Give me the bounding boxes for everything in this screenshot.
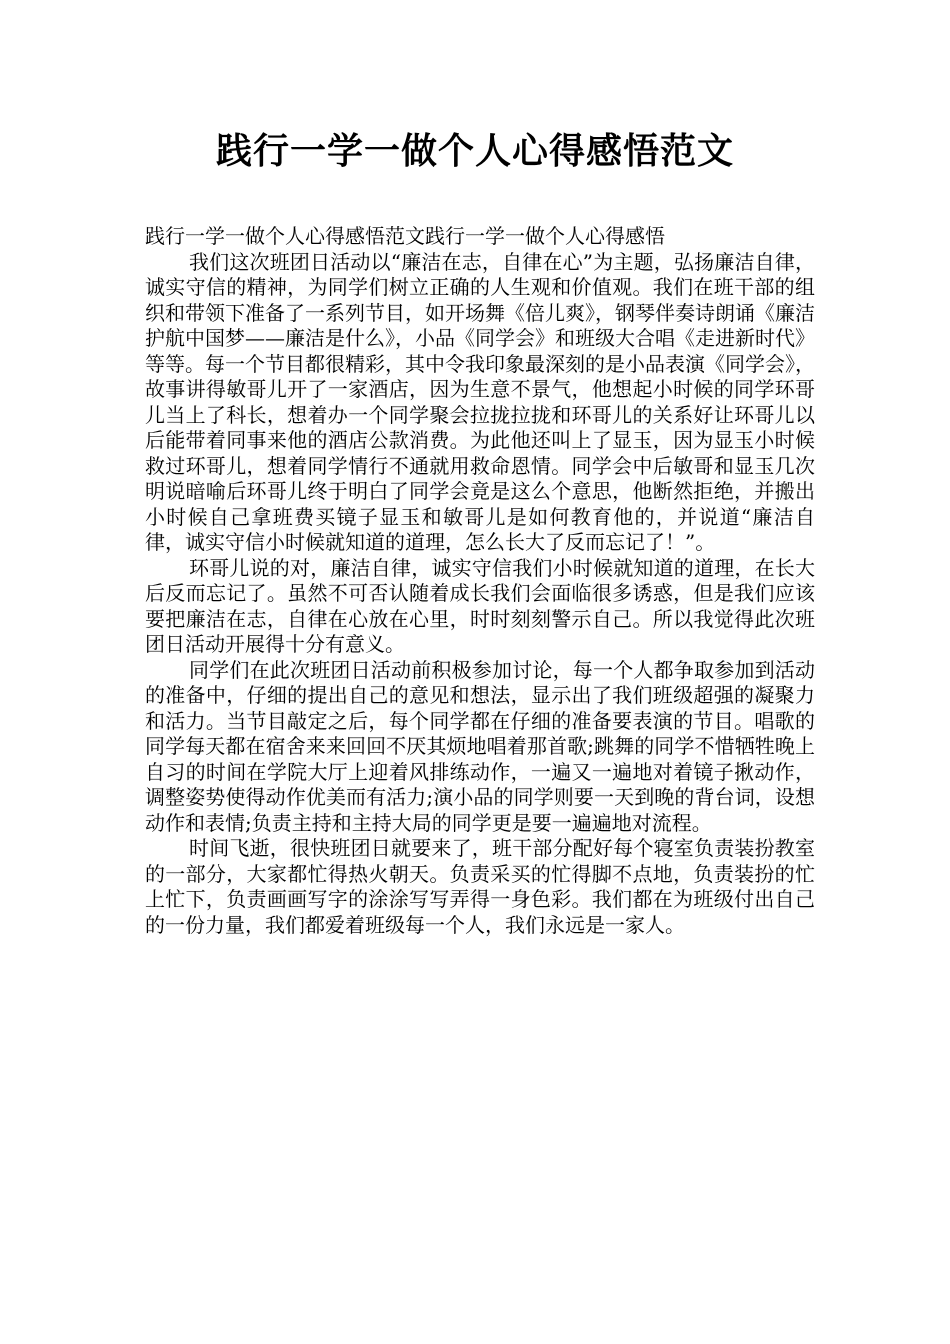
paragraph-4: 时间飞逝，很快班团日就要来了，班干部分配好每个寝室负责装扮教室的一部分，大家都忙得热火朝天。负责采买的忙得脚不点地，负责装扮的忙上忙下，负责画画写字的涂涂写写弄得一身色彩。我们都在为班级付出自己的一份力量，我们都爱着班级每一个人，我们永远是一家人。	[145, 836, 815, 937]
paragraph-3: 同学们在此次班团日活动前积极参加讨论，每一个人都争取参加到活动的准备中，仔细的提出自己的意见和想法，显示出了我们班级超强的凝聚力和活力。当节目敲定之后，每个同学都在仔细的准备要表演的节目。唱歌的同学每天都在宿舍来来回回不厌其烦地唱着那首歌;跳舞的同学不惜牺牲晚上自习的时间在学院大厅上迎着风排练动作，一遍又一遍地对着镜子揪动作，调整姿势使得动作优美而有活力;演小品的同学则要一天到晚的背台词，设想动作和表情;负责主持和主持大局的同学更是要一遍遍地对流程。	[145, 657, 815, 835]
document-body	[145, 224, 815, 938]
paragraph-intro: 践行一学一做个人心得感悟范文践行一学一做个人心得感悟	[145, 224, 665, 248]
paragraph-1: 我们这次班团日活动以“廉洁在志，自律在心”为主题，弘扬廉洁自律，诚实守信的精神，为同学们树立正确的人生观和价值观。我们在班干部的组织和带领下准备了一系列节目，如开场舞《倍儿爽》，钢琴伴奏诗朗诵《廉洁护航中国梦——廉洁是什么》，小品《同学会》和班级大合唱《走进新时代》等等。每一个节目都很精彩，其中令我印象最深刻的是小品表演《同学会》，故事讲得敏哥儿开了一家酒店，因为生意不景气，他想起小时候的同学环哥儿当上了科长，想着办一个同学聚会拉拢拉拢和环哥儿的关系好让环哥儿以后能带着同事来他的酒店公款消费。为此他还叫上了显玉，因为显玉小时候救过环哥儿，想着同学情行不通就用救命恩情。同学会中后敏哥和显玉几次明说暗喻后环哥儿终于明白了同学会竟是这么个意思，他断然拒绝，并搬出小时候自己拿班费买镜子显玉和敏哥儿是如何教育他的，并说道“廉洁自律，诚实守信小时候就知道的道理，怎么长大了反而忘记了！”。	[145, 249, 815, 554]
paragraph-2: 环哥儿说的对，廉洁自律，诚实守信我们小时候就知道的道理，在长大后反而忘记了。虽然不可否认随着成长我们会面临很多诱惑，但是我们应该要把廉洁在志，自律在心放在心里，时时刻刻警示自己。所以我觉得此次班团日活动开展得十分有意义。	[145, 555, 815, 656]
document-title: 践行一学一做个人心得感悟范文	[215, 131, 734, 172]
